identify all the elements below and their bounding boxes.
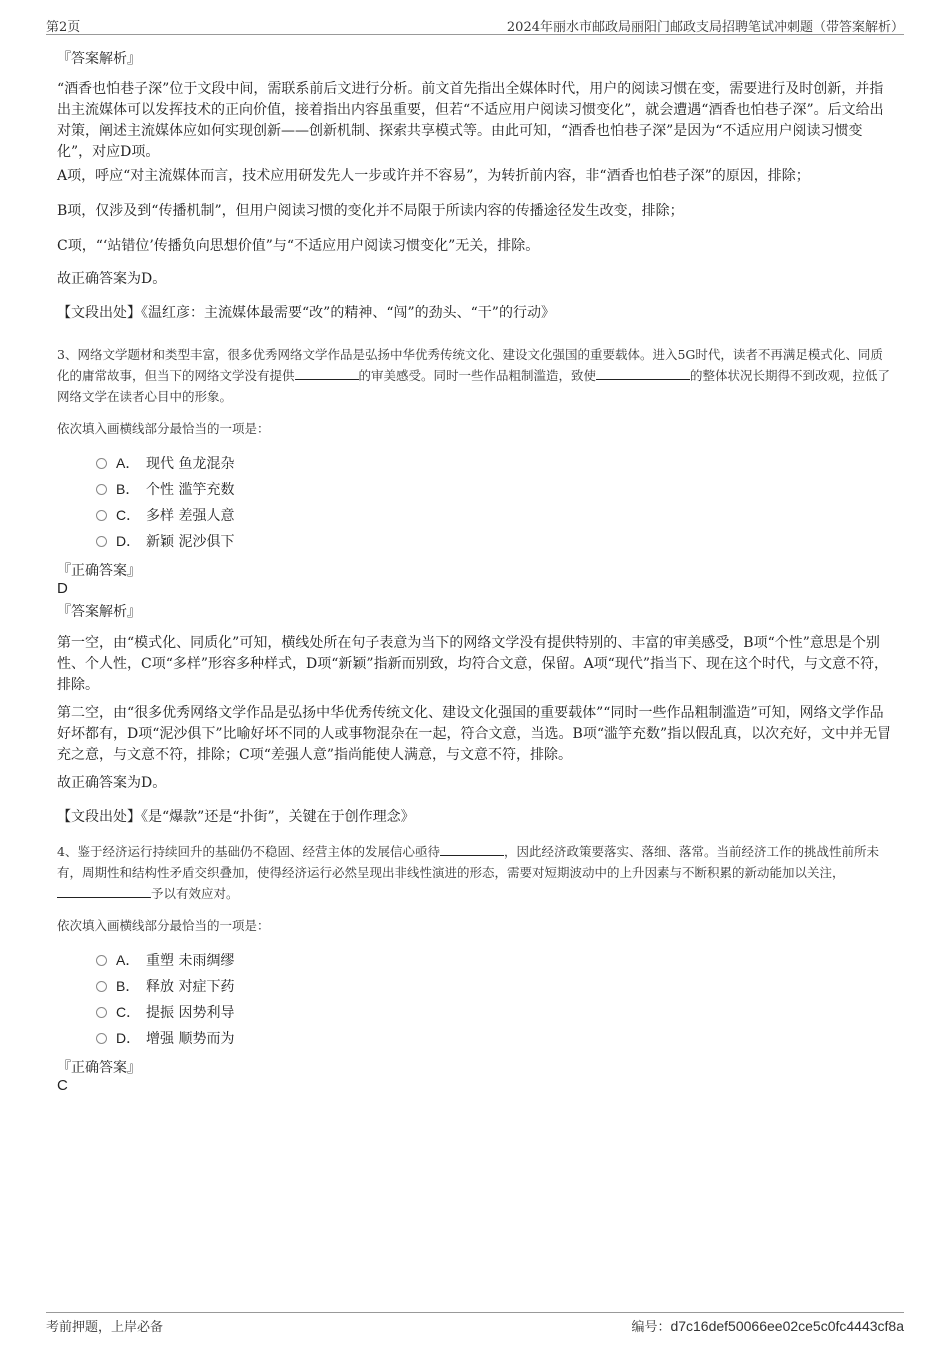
document-code-value: d7c16def50066ee02ce5c0fc4443cf8a xyxy=(670,1318,904,1334)
radio-icon[interactable] xyxy=(96,484,107,495)
q3-source: 【文段出处】《是“爆款”还是“扑街”，关键在于创作理念》 xyxy=(57,809,415,825)
q3-analysis-p2: 第二空，由“很多优秀网络文学作品是弘扬中华优秀传统文化、建设文化强国的重要载体”“同时一些作品粗制滥造”可知，网络文学作品好坏都有，D项“泥沙俱下”比喻好坏不同的人或事物混杂在一起，符合文意，当选。B项“滥竽充数”指以假乱真，以次充好，文中并无冒充之意，与文意不符，排除；C项“差强人意”指尚能使人满意，与文意不符，排除。 xyxy=(57,705,892,763)
q2-source: 【文段出处】《温红彦：主流媒体最需要“改”的精神、“闯”的劲头、“干”的行动》 xyxy=(57,305,555,321)
radio-icon[interactable] xyxy=(96,510,107,521)
q2-analysis-tag: 『答案解析』 xyxy=(57,51,141,67)
radio-icon[interactable] xyxy=(96,458,107,469)
q4-blank-1 xyxy=(440,841,504,856)
q3-conclusion: 故正确答案为D。 xyxy=(57,775,167,791)
q4-option-d[interactable]: D． 增强 顺势而为 xyxy=(96,1028,234,1048)
document-code xyxy=(631,1316,904,1335)
page-header xyxy=(46,14,904,35)
q3-analysis-p1: 第一空，由“模式化、同质化”可知，横线处所在句子表意为当下的网络文学没有提供特别的、丰富的审美感受，B项“个性”意思是个别性、个人性，C项“多样”形容多种样式，D项“新颖”指新而别致，均符合文意，保留。A项“现代”指当下、现在这个时代，与文意不符，排除。 xyxy=(57,635,888,693)
q4-blank-2 xyxy=(57,883,151,898)
q2-analysis-p3: B项，仅涉及到“传播机制”，但用户阅读习惯的变化并不局限于所读内容的传播途径发生改变，排除； xyxy=(57,203,684,219)
q3-analysis-tag: 『答案解析』 xyxy=(57,604,141,620)
q2-analysis-p2: A项，呼应“对主流媒体而言，技术应用研发先人一步或许并不容易”，为转折前内容，非“酒香也怕巷子深”的原因，排除； xyxy=(57,168,810,184)
radio-icon[interactable] xyxy=(96,1007,107,1018)
footer-slogan: 考前押题，上岸必备 xyxy=(46,1320,164,1335)
page-footer xyxy=(46,1312,904,1337)
q2-analysis-p4: C项，“‘站错位’传播负向思想价值”与“不适应用户阅读习惯变化”无关，排除。 xyxy=(57,238,540,254)
q3-answer-tag: 『正确答案』 xyxy=(57,563,141,579)
q4-answer-tag: 『正确答案』 xyxy=(57,1060,141,1076)
page-number: 第2页 xyxy=(46,20,81,35)
q3-option-c[interactable]: C． 多样 差强人意 xyxy=(96,505,234,525)
q4-option-a[interactable]: A． 重塑 未雨绸缪 xyxy=(96,950,234,970)
q3-answer: D xyxy=(57,580,68,597)
radio-icon[interactable] xyxy=(96,536,107,547)
q4-answer: C xyxy=(57,1077,68,1094)
q3-stem-part-b: 的审美感受。同时一些作品粗制滥造，致使 xyxy=(358,368,597,383)
q2-analysis-p1: “酒香也怕巷子深”位于文段中间，需联系前后文进行分析。前文首先指出全媒体时代，用户的阅读习惯在变，需要进行及时创新，并指出主流媒体可以发挥技术的正向价值，接着指出内容虽重要，但若“不适应用户阅读习惯变化”，就会遭遇“酒香也怕巷子深”。后文给出对策，阐述主流媒体应如何实现创新——创新机制、探索共享模式等。由此可知，“酒香也怕巷子深”是因为“不适应用户阅读习惯变化”，对应D项。 xyxy=(57,81,884,160)
q2-conclusion: 故正确答案为D。 xyxy=(57,271,167,287)
q3-option-a[interactable]: A． 现代 鱼龙混杂 xyxy=(96,453,234,473)
q4-stem xyxy=(57,841,895,904)
q3-option-d[interactable]: D． 新颖 泥沙俱下 xyxy=(96,531,234,551)
q3-stem-part-a: 3、网络文学题材和类型丰富，很多优秀网络文学作品是弘扬中华优秀传统文化、建设文化强国的重要载体。进入5G时代，读者不再满足模式化、同质化的庸常故事，但当下的网络文学没有提供 xyxy=(57,347,883,383)
q3-prompt: 依次填入画横线部分最恰当的一项是： xyxy=(57,421,270,436)
q3-stem xyxy=(57,344,895,407)
q3-blank-2 xyxy=(596,365,690,380)
document-title: 2024年丽水市邮政局丽阳门邮政支局招聘笔试冲刺题（带答案解析） xyxy=(506,20,904,35)
q3-blank-1 xyxy=(295,365,359,380)
q4-option-c[interactable]: C． 提振 因势利导 xyxy=(96,1002,234,1022)
radio-icon[interactable] xyxy=(96,955,107,966)
q3-stem-part-c: 的整体状况长期得不到改观，拉低了网络文学在读者心目中的形象。 xyxy=(57,368,891,404)
document-code-label: 编号： xyxy=(631,1320,671,1335)
q4-stem-part-b: ，因此经济政策要落实、落细、落常。当前经济工作的挑战性前所未有，周期性和结构性矛盾交织叠加，使得经济运行必然呈现出非线性演进的形态，需要对短期波动中的上升因素与不断积累的新动能加以关注， xyxy=(57,844,879,880)
q4-stem-part-a: 4、鉴于经济运行持续回升的基础仍不稳固、经营主体的发展信心亟待 xyxy=(57,844,440,859)
q3-option-b[interactable]: B． 个性 滥竽充数 xyxy=(96,479,234,499)
radio-icon[interactable] xyxy=(96,981,107,992)
radio-icon[interactable] xyxy=(96,1033,107,1044)
q4-stem-part-c: 予以有效应对。 xyxy=(151,886,239,901)
q4-option-b[interactable]: B． 释放 对症下药 xyxy=(96,976,234,996)
q4-prompt: 依次填入画横线部分最恰当的一项是： xyxy=(57,918,270,933)
